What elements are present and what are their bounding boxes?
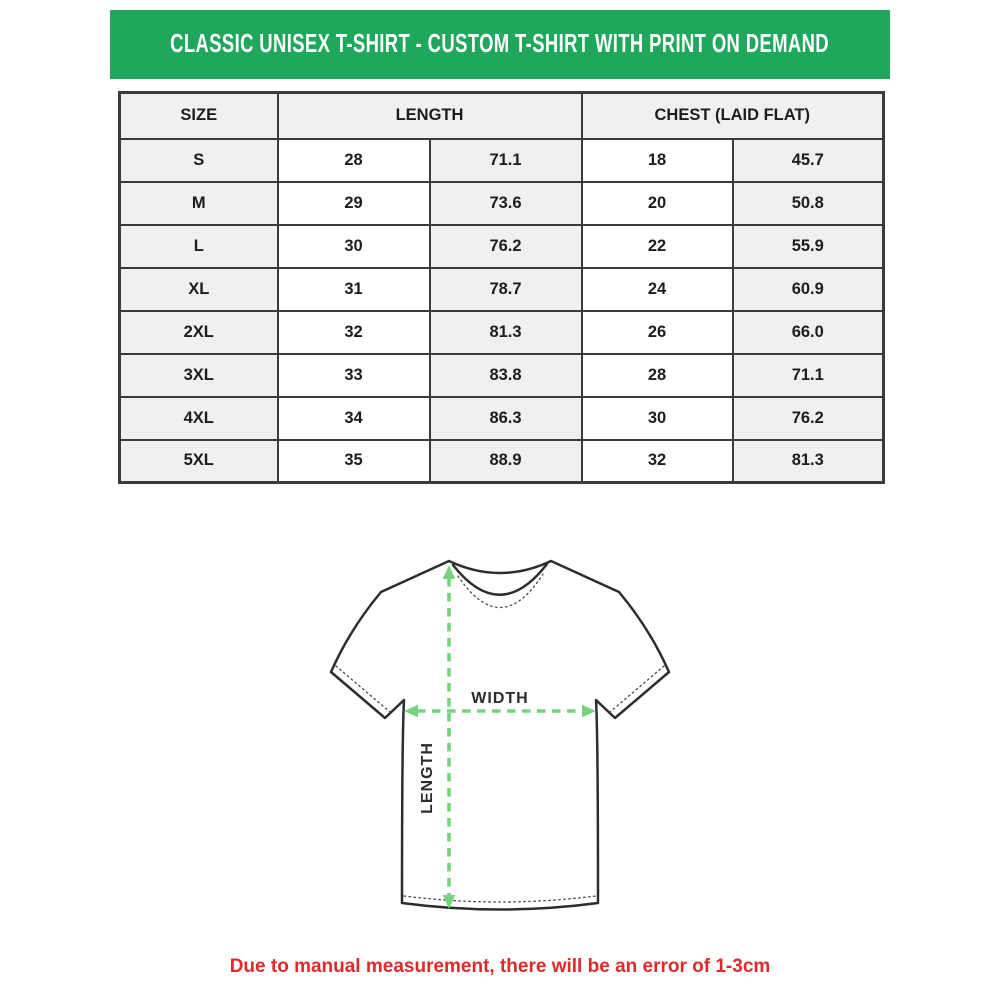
size-chart-table	[118, 91, 885, 484]
cell-length-in: 31	[278, 268, 430, 311]
tshirt-measurement-diagram	[300, 545, 700, 945]
cell-length-cm: 71.1	[430, 139, 582, 182]
cell-chest-in: 24	[582, 268, 733, 311]
cell-chest-in: 20	[582, 182, 733, 225]
cell-size: XL	[120, 268, 278, 311]
table-row	[120, 397, 884, 440]
cell-chest-cm: 81.3	[733, 440, 884, 483]
cell-size: 4XL	[120, 397, 278, 440]
cell-chest-in: 32	[582, 440, 733, 483]
width-label: WIDTH	[471, 690, 529, 707]
length-label: LENGTH	[419, 742, 436, 814]
cell-length-in: 33	[278, 354, 430, 397]
table-row	[120, 440, 884, 483]
cell-size: 2XL	[120, 311, 278, 354]
cell-length-cm: 73.6	[430, 182, 582, 225]
column-header-length: LENGTH	[278, 93, 582, 139]
cell-length-in: 35	[278, 440, 430, 483]
page-title: CLASSIC UNISEX T-SHIRT - CUSTOM T-SHIRT WITH PRINT ON DEMAND	[170, 29, 830, 59]
column-header-size: SIZE	[120, 93, 278, 139]
column-header-chest: CHEST (LAID FLAT)	[582, 93, 884, 139]
table-row	[120, 225, 884, 268]
cell-length-cm: 76.2	[430, 225, 582, 268]
cell-length-in: 28	[278, 139, 430, 182]
table-row	[120, 268, 884, 311]
cell-size: 3XL	[120, 354, 278, 397]
cell-length-in: 32	[278, 311, 430, 354]
cell-chest-in: 26	[582, 311, 733, 354]
cell-chest-cm: 76.2	[733, 397, 884, 440]
cell-chest-in: 30	[582, 397, 733, 440]
cell-length-in: 29	[278, 182, 430, 225]
cell-chest-in: 22	[582, 225, 733, 268]
cell-size: 5XL	[120, 440, 278, 483]
cell-length-in: 30	[278, 225, 430, 268]
header-row	[120, 93, 884, 139]
cell-chest-cm: 55.9	[733, 225, 884, 268]
table-row	[120, 354, 884, 397]
measurement-note: Due to manual measurement, there will be an error of 1-3cm	[229, 956, 771, 977]
banner-title-bar	[110, 10, 890, 79]
cell-length-cm: 83.8	[430, 354, 582, 397]
cell-length-cm: 88.9	[430, 440, 582, 483]
cell-chest-cm: 71.1	[733, 354, 884, 397]
cell-length-cm: 86.3	[430, 397, 582, 440]
cell-size: M	[120, 182, 278, 225]
cell-length-in: 34	[278, 397, 430, 440]
table-row	[120, 182, 884, 225]
cell-length-cm: 81.3	[430, 311, 582, 354]
cell-chest-cm: 60.9	[733, 268, 884, 311]
cell-chest-cm: 50.8	[733, 182, 884, 225]
cell-chest-cm: 45.7	[733, 139, 884, 182]
cell-chest-cm: 66.0	[733, 311, 884, 354]
cell-size: S	[120, 139, 278, 182]
cell-length-cm: 78.7	[430, 268, 582, 311]
table-row	[120, 311, 884, 354]
table-row	[120, 139, 884, 182]
tshirt-outline	[331, 561, 669, 910]
cell-chest-in: 28	[582, 354, 733, 397]
cell-chest-in: 18	[582, 139, 733, 182]
cell-size: L	[120, 225, 278, 268]
